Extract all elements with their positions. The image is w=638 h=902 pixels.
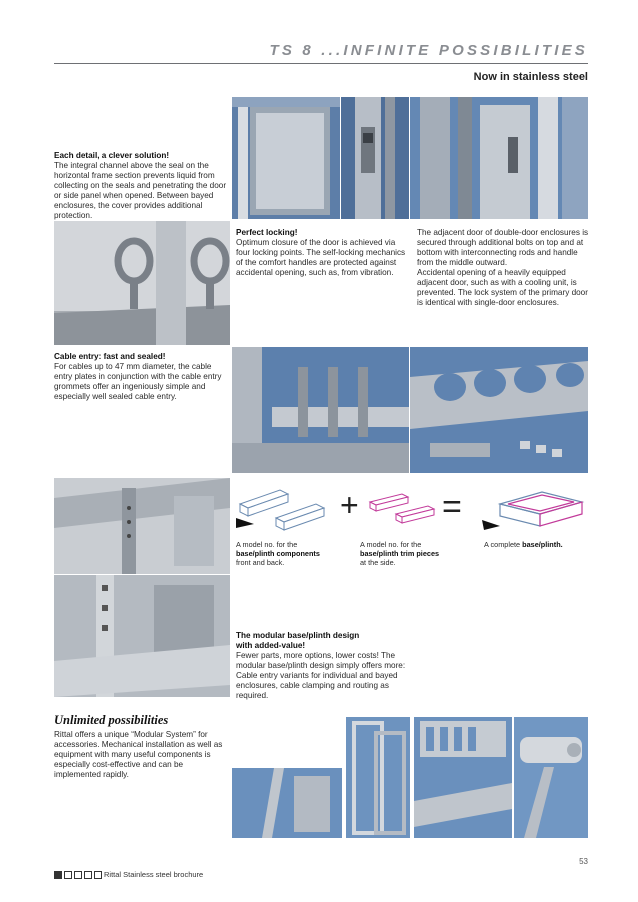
label-plinth-trim-bold: base/plinth trim pieces (360, 549, 440, 558)
page-header-title: TS 8 ...INFINITE POSSIBILITIES (269, 42, 588, 59)
locking-text-block (236, 228, 406, 278)
header-rule (54, 63, 588, 64)
double-door-text-block (417, 228, 589, 308)
complete-plinth-graphic (500, 492, 582, 526)
double-door-paragraph-2: Accidental opening of a heavily equipped adjacent door, such as with a cooling unit, is prevented. The lock system of the primary door is identical with single-door enclosures. (417, 268, 588, 307)
photo-double-door (410, 97, 588, 219)
cable-heading: Cable entry: fast and sealed! (54, 352, 166, 361)
photo-accessory-frames (346, 717, 410, 838)
footer-square-indicator (54, 871, 102, 879)
label-plinth-trim (360, 540, 470, 567)
modular-text-block (236, 631, 416, 701)
cable-body: For cables up to 47 mm diameter, the cable entry plates in conjunction with the cable entry grommets offer an ingeniously simple and especially well sealed cable entry. (54, 362, 222, 401)
unlimited-body: Rittal offers a unique “Modular System” for accessories. Mechanical installation as well as equipment with many useful components is especially cost-effective and can be implemented rapidly. (54, 730, 223, 779)
plus-sign: + (340, 487, 359, 523)
label-plinth-trim-post: at the side. (360, 558, 396, 567)
photo-frame-seal-channel (232, 97, 340, 219)
photo-eyebolts (54, 221, 230, 345)
double-door-paragraph-1: The adjacent door of double-door enclosures is secured through additional bolts on top and at bottom with interconnecting rods and handle from the middle outward. (417, 228, 589, 267)
page-number: 53 (579, 857, 588, 866)
photo-accessory-rail (514, 717, 588, 838)
footer-square-2 (64, 871, 72, 879)
label-plinth-components-bold: base/plinth components (236, 549, 320, 558)
footer-square-4 (84, 871, 92, 879)
label-plinth-components-pre: A model no. for the (236, 540, 298, 549)
photo-cable-grommets (410, 347, 588, 473)
label-complete-plinth-bold: base/plinth. (522, 540, 563, 549)
modular-heading-line-1: The modular base/plinth design (236, 631, 360, 640)
photo-comfort-handle (341, 97, 409, 219)
page-header-subtitle: Now in stainless steel (473, 71, 588, 83)
modular-body: Fewer parts, more options, lower costs! The modular base/plinth design simply offers more: Cable entry variants for individual and bayed enclosures, cable clamping and routing as required. (236, 651, 406, 700)
locking-body: Optimum closure of the door is achieved via four locking points. The self-locking mechanics of the comfort handles are protected against accidental opening, such as, from vibration. (236, 238, 406, 277)
footer-brochure-name: Rittal Stainless steel brochure (104, 870, 204, 879)
label-plinth-components (236, 540, 346, 567)
label-complete-plinth-pre: A complete (484, 540, 521, 549)
plinth-diagram (236, 486, 588, 536)
photo-accessory-mounting (414, 717, 512, 838)
photo-plinth-rail (54, 575, 230, 697)
footer-square-5 (94, 871, 102, 879)
photo-cable-entry-plates (232, 347, 409, 473)
detail-body: The integral channel above the seal on the horizontal frame section prevents liquid from collecting on the seals and penetrating the door or side panel when opened. Between bayed enclosures, the cover provides additional protection. (54, 161, 227, 220)
label-complete-plinth (484, 540, 594, 549)
modular-heading-line-2: with added-value! (236, 641, 306, 650)
locking-heading: Perfect locking! (236, 228, 298, 237)
label-plinth-components-post: front and back. (236, 558, 285, 567)
cable-text-block (54, 352, 230, 402)
pointer-arrow-1 (236, 518, 254, 528)
detail-text-block (54, 151, 229, 221)
pointer-arrow-2 (482, 520, 500, 530)
unlimited-heading: Unlimited possibilities (54, 713, 169, 727)
plinth-trim-pieces-graphic (370, 494, 434, 523)
label-plinth-trim-pre: A model no. for the (360, 540, 422, 549)
footer-square-3 (74, 871, 82, 879)
photo-plinth-frame (54, 478, 230, 574)
photo-accessory-hinge (232, 768, 342, 838)
footer-square-1 (54, 871, 62, 879)
detail-heading: Each detail, a clever solution! (54, 151, 170, 160)
equals-sign: = (442, 488, 462, 526)
